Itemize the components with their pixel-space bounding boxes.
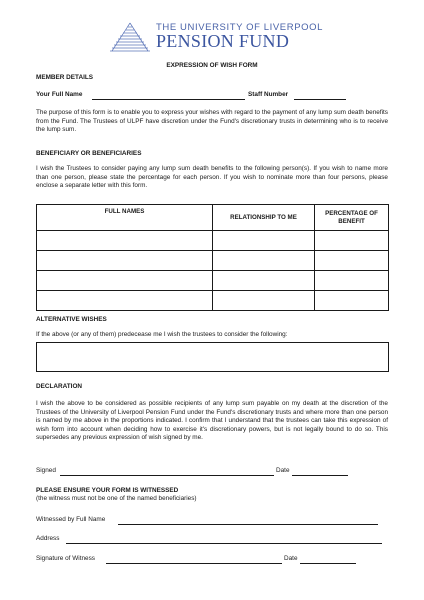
witness-note: (the witness must not be one of the named beneficiaries): [36, 495, 197, 502]
column-header-relationship-text: RELATIONSHIP TO ME: [230, 213, 297, 221]
column-header-percentage-text: PERCENTAGE OF BENEFIT: [325, 209, 378, 225]
staff-number-field[interactable]: [294, 99, 346, 100]
witness-signature-field[interactable]: [106, 563, 282, 564]
beneficiary-name-cell[interactable]: [37, 251, 213, 271]
beneficiary-name-cell[interactable]: [37, 291, 213, 311]
declaration-date-field[interactable]: [292, 475, 348, 476]
beneficiary-percentage-cell[interactable]: [315, 271, 389, 291]
beneficiary-relationship-cell[interactable]: [213, 291, 315, 311]
witness-name-field[interactable]: [118, 524, 378, 525]
beneficiary-name-cell[interactable]: [37, 231, 213, 251]
member-details-heading: MEMBER DETAILS: [36, 74, 94, 81]
column-header-relationship: [213, 205, 315, 231]
beneficiary-percentage-cell[interactable]: [315, 251, 389, 271]
declaration-heading: DECLARATION: [36, 383, 83, 390]
witness-date-field[interactable]: [300, 563, 356, 564]
beneficiary-name-cell[interactable]: [37, 271, 213, 291]
table-row: [37, 291, 389, 311]
logo-line-university: THE UNIVERSITY OF LIVERPOOL: [156, 22, 324, 33]
logo-line-pension-fund: PENSION FUND: [156, 31, 290, 51]
beneficiary-percentage-cell[interactable]: [315, 291, 389, 311]
witness-date-label: Date: [284, 555, 298, 562]
column-header-percentage: [315, 205, 389, 231]
table-row: [37, 231, 389, 251]
purpose-paragraph: The purpose of this form is to enable you to express your wishes with regard to the payment of any lump sum death benefits from the Fund. The Trustees of ULPF have discretion under the Fund's discretionary trusts in determining who is to receive the lump sum.: [36, 109, 388, 134]
beneficiary-relationship-cell[interactable]: [213, 271, 315, 291]
table-row: [37, 251, 389, 271]
beneficiary-percentage-cell[interactable]: [315, 231, 389, 251]
alternative-wishes-heading: ALTERNATIVE WISHES: [36, 316, 107, 323]
column-header-full-names-text: FULL NAMES: [104, 208, 145, 215]
table-header-row: [37, 205, 389, 231]
beneficiaries-table: [36, 204, 389, 311]
full-name-label: Your Full Name: [36, 91, 83, 98]
declaration-date-label: Date: [276, 467, 290, 474]
university-pension-fund-logo: [110, 22, 324, 52]
witness-address-label: Address: [36, 535, 60, 542]
declaration-paragraph: I wish the above to be considered as possible recipients of any lump sum payable on my death at the discretion of the Trustees of the University of Liverpool Pension Fund under the Fund's discretionary trusts and where more than one person is named by me above in the proportions indicated. I confirm that I understand that the trustees can take this expression of wish form into account when deciding how to exercise it's discretionary powers, but is not legally bound to do so. This supersedes any previous expression of wish signed by me.: [36, 400, 388, 442]
witness-address-field[interactable]: [66, 543, 382, 544]
signature-field[interactable]: [60, 475, 274, 476]
beneficiary-relationship-cell[interactable]: [213, 231, 315, 251]
witness-heading: PLEASE ENSURE YOUR FORM IS WITNESSED: [36, 487, 179, 494]
column-header-full-names: [37, 205, 213, 231]
beneficiaries-instructions: I wish the Trustees to consider paying any lump sum death benefits to the following person(s). If you wish to name more than one person, please state the percentage for each person. If you wish to nominate more than four persons, please enclose a separate letter with this form.: [36, 165, 388, 190]
witness-name-label: Witnessed by Full Name: [36, 516, 106, 523]
witness-signature-label: Signature of Witness: [36, 555, 95, 562]
logo-emblem-icon: [110, 22, 150, 52]
table-row: [37, 271, 389, 291]
staff-number-label: Staff Number: [248, 91, 289, 98]
form-title: EXPRESSION OF WISH FORM: [166, 62, 258, 69]
signed-label: Signed: [36, 467, 56, 474]
alternative-wishes-input-box[interactable]: [36, 342, 389, 372]
beneficiaries-heading: BENEFICIARY OR BENEFICIARIES: [36, 150, 142, 157]
full-name-field[interactable]: [92, 99, 245, 100]
beneficiary-relationship-cell[interactable]: [213, 251, 315, 271]
alternative-wishes-text: If the above (or any of them) predecease me I wish the trustees to consider the following:: [36, 331, 288, 338]
